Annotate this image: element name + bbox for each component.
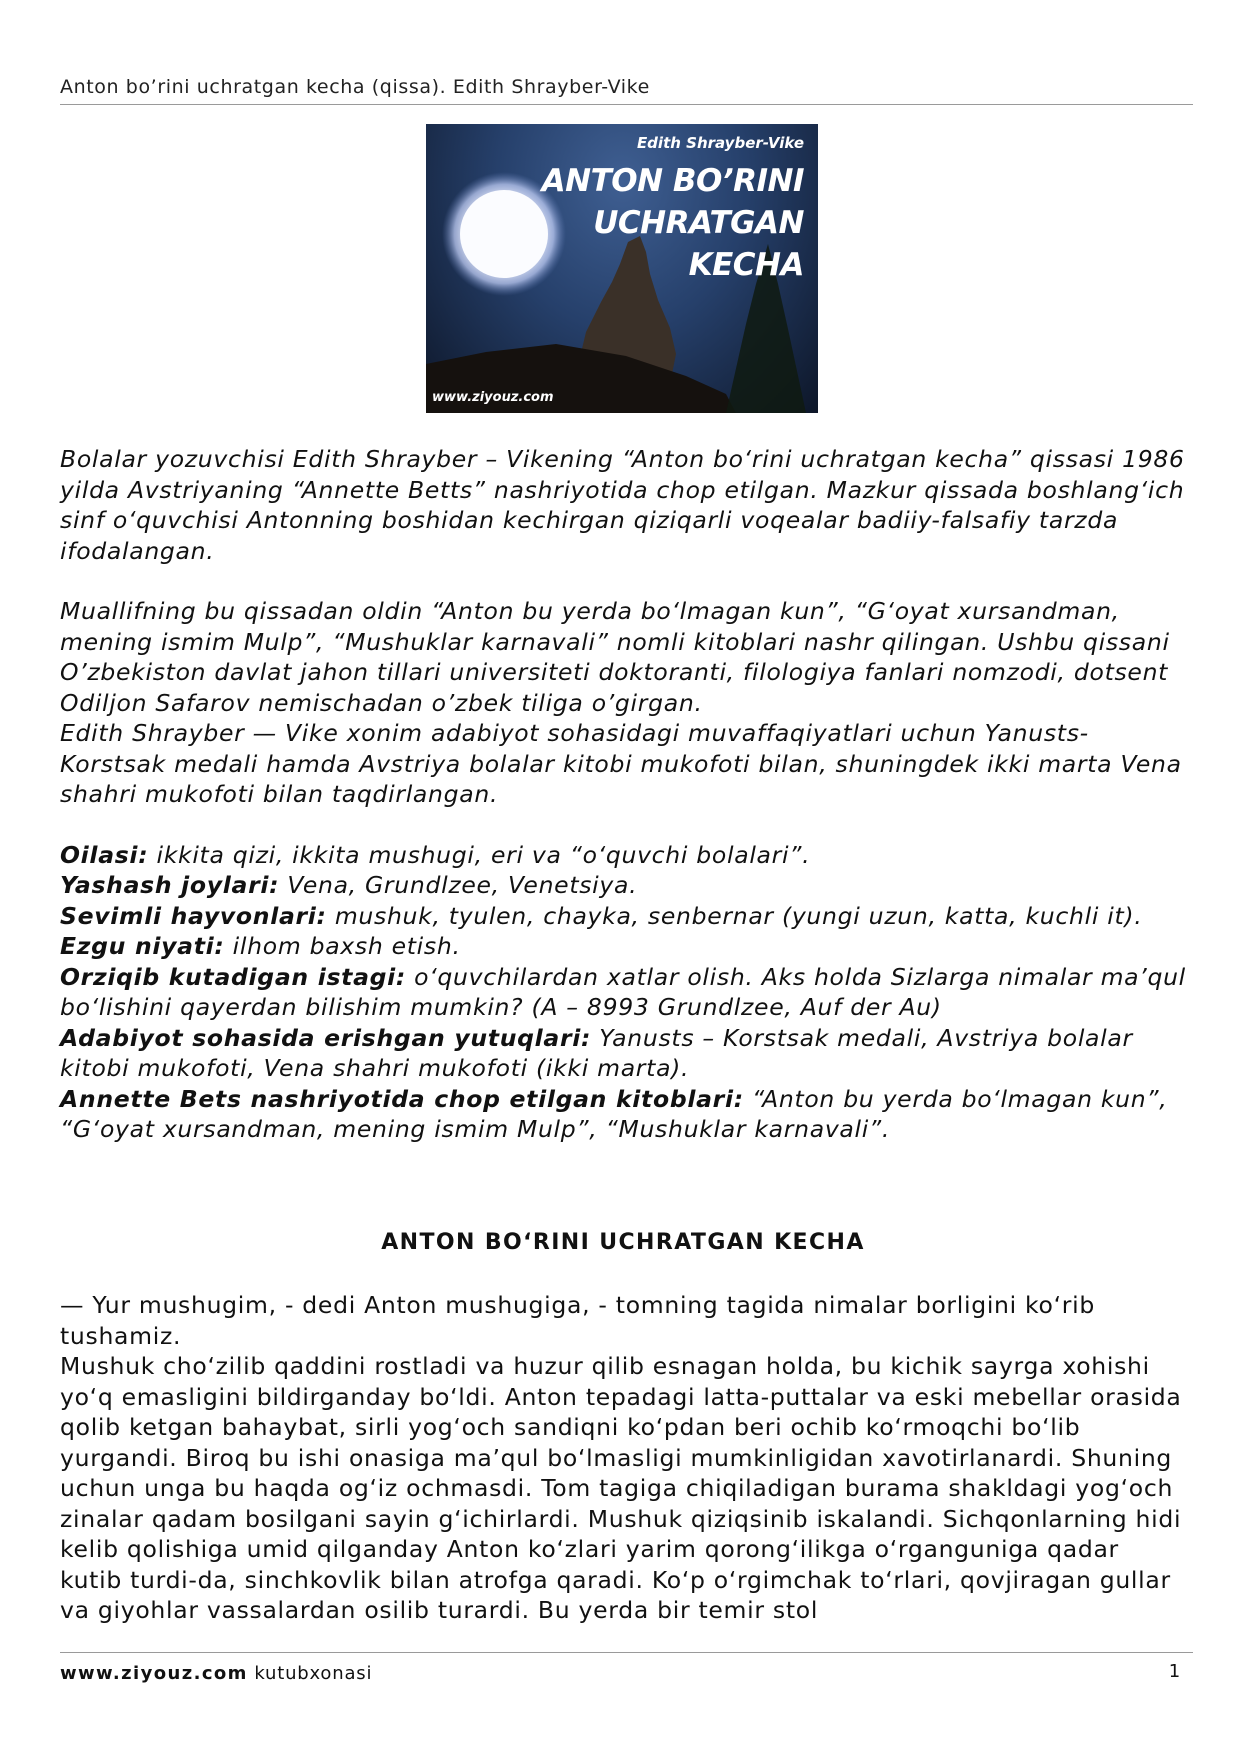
intro-paragraph: Edith Shrayber — Vike xonim adabiyot sohasidagi muvaffaqiyatlari uchun Yanusts-Korstsak medali hamda Avstriya bolalar kitobi mukofoti bilan, shuningdek ikki marta Vena shahri mukofoti bilan taqdirlangan.	[60, 719, 1182, 808]
story-title: ANTON BO‘RINI UCHRATGAN KECHA	[381, 1230, 865, 1255]
intro-paragraph: Muallifning bu qissadan oldin “Anton bu yerda bo‘lmagan kun”, “G‘oyat xursandman, mening ismim Mulp”, “Mushuklar karnavali” nomli kitoblari nashr qilingan. Ushbu qissani O’zbekiston davlat jahon tillari universiteti doktoranti, filologiya fanlari nomzodi, dotsent Odiljon Safarov nemischadan o’zbek tiliga o’girgan.	[60, 597, 1170, 717]
fact-item	[60, 1023, 1186, 1084]
footer-site: www.ziyouz.com	[60, 1663, 248, 1684]
fact-item	[60, 1084, 1186, 1145]
book-cover-image	[426, 124, 818, 413]
fact-item	[60, 901, 1186, 932]
fact-value: Yanusts – Korstsak medali, Avstriya bolalar kitobi mukofoti, Vena shahri mukofoti (ikki marta).	[60, 1023, 1133, 1082]
cover-author: Edith Shrayber-Vike	[636, 134, 804, 152]
cover-site: www.ziyouz.com	[432, 390, 554, 405]
story-body	[60, 1290, 1186, 1626]
fact-label: Ezgu niyati:	[60, 932, 225, 960]
fact-label: Oilasi:	[60, 840, 149, 869]
fact-item	[60, 931, 1186, 962]
fact-value: ilhom baxsh etish.	[224, 932, 461, 960]
fact-value: Vena, Grundlzee, Venetsiya.	[279, 871, 638, 899]
intro-paragraph: Bolalar yozuvchisi Edith Shrayber – Vikening “Anton bo‘rini uchratgan kecha” qissasi 1986 yilda Avstriyaning “Annette Betts” nashriyotida chop etilgan. Mazkur qissada boshlang‘ich sinf o‘quvchisi Antonning boshidan kechirgan qiziqarli voqealar badiiy-falsafiy tarzda ifodalangan.	[60, 445, 1185, 565]
fact-value: “Anton bu yerda bo‘lmagan kun”, “G‘oyat xursandman, mening ismim Mulp”, “Mushuklar karnavali”.	[60, 1084, 1168, 1143]
fact-label: Orziqib kutadigan istagi:	[60, 962, 407, 991]
cover-title	[542, 160, 804, 286]
fact-item	[60, 870, 1186, 901]
story-paragraph: Mushuk cho‘zilib qaddini rostladi va huzur qilib esnagan holda, bu kichik sayrga xohishi yo‘q emasligini bildirganday bo‘ldi. Anton tepadagi latta-puttalar va eski mebellar orasida qolib ketgan bahaybat, sirli yog‘och sandiqni ko‘pdan beri ochib ko‘rmoqchi bo‘lib yurgandi. Biroq bu ishi onasiga ma’qul bo‘lmasligi mumkinligidan xavotirlanardi. Shuning uchun unga bu haqda og‘iz ochmasdi. Tom tagiga chiqiladigan burama shakldagi yog‘och zinalar qadam bosilgani sayin g‘ichirlardi. Mushuk qiziqsinib iskalandi. Sichqonlarning hidi kelib qolishiga umid qilganday Anton ko‘zlari yarim qorong‘ilikga o‘rganguniga qadar kutib turdi-da, sinchkovlik bilan atrofga qaradi. Ko‘p o‘rgimchak to‘rlari, qovjiragan gullar va giyohlar vassalardan osilib turardi. Bu yerda bir temir stol	[60, 1352, 1182, 1624]
intro-section	[60, 444, 1186, 1145]
author-facts-list	[60, 840, 1186, 1145]
fact-value: ikkita qizi, ikkita mushugi, eri va “o‘quvchi bolalari”.	[148, 840, 811, 869]
fact-label: Sevimli hayvonlari:	[60, 901, 327, 930]
cover-title-line: UCHRATGAN	[593, 205, 804, 241]
fact-label: Annette Bets nashriyotida chop etilgan kitoblari:	[60, 1084, 744, 1113]
cover-title-line: ANTON BO’RINI	[541, 163, 804, 199]
cover-title-line: KECHA	[688, 247, 804, 283]
page-footer	[60, 1652, 1193, 1684]
moon-disc	[460, 190, 548, 278]
page-number: 1	[1168, 1661, 1181, 1682]
fact-label: Yashash joylari:	[60, 871, 280, 899]
story-paragraph: — Yur mushugim, - dedi Anton mushugiga, - tomning tagida nimalar borligini ko‘rib tushamiz.	[60, 1291, 1095, 1350]
fact-value: mushuk, tyulen, chayka, senbernar (yungi uzun, katta, kuchli it).	[326, 901, 1143, 930]
fact-item	[60, 962, 1186, 1023]
page-header: Anton bo’rini uchratgan kecha (qissa). Edith Shrayber-Vike	[60, 76, 1193, 105]
fact-value: o‘quvchilardan xatlar olish. Aks holda Sizlarga nimalar ma’qul bo‘lishini qayerdan bilishim mumkin? (A – 8993 Grundlzee, Auf der Au)	[60, 962, 1186, 1021]
footer-suffix: kutubxonasi	[247, 1663, 373, 1684]
fact-item	[60, 840, 1186, 871]
fact-label: Adabiyot sohasida erishgan yutuqlari:	[60, 1023, 592, 1052]
